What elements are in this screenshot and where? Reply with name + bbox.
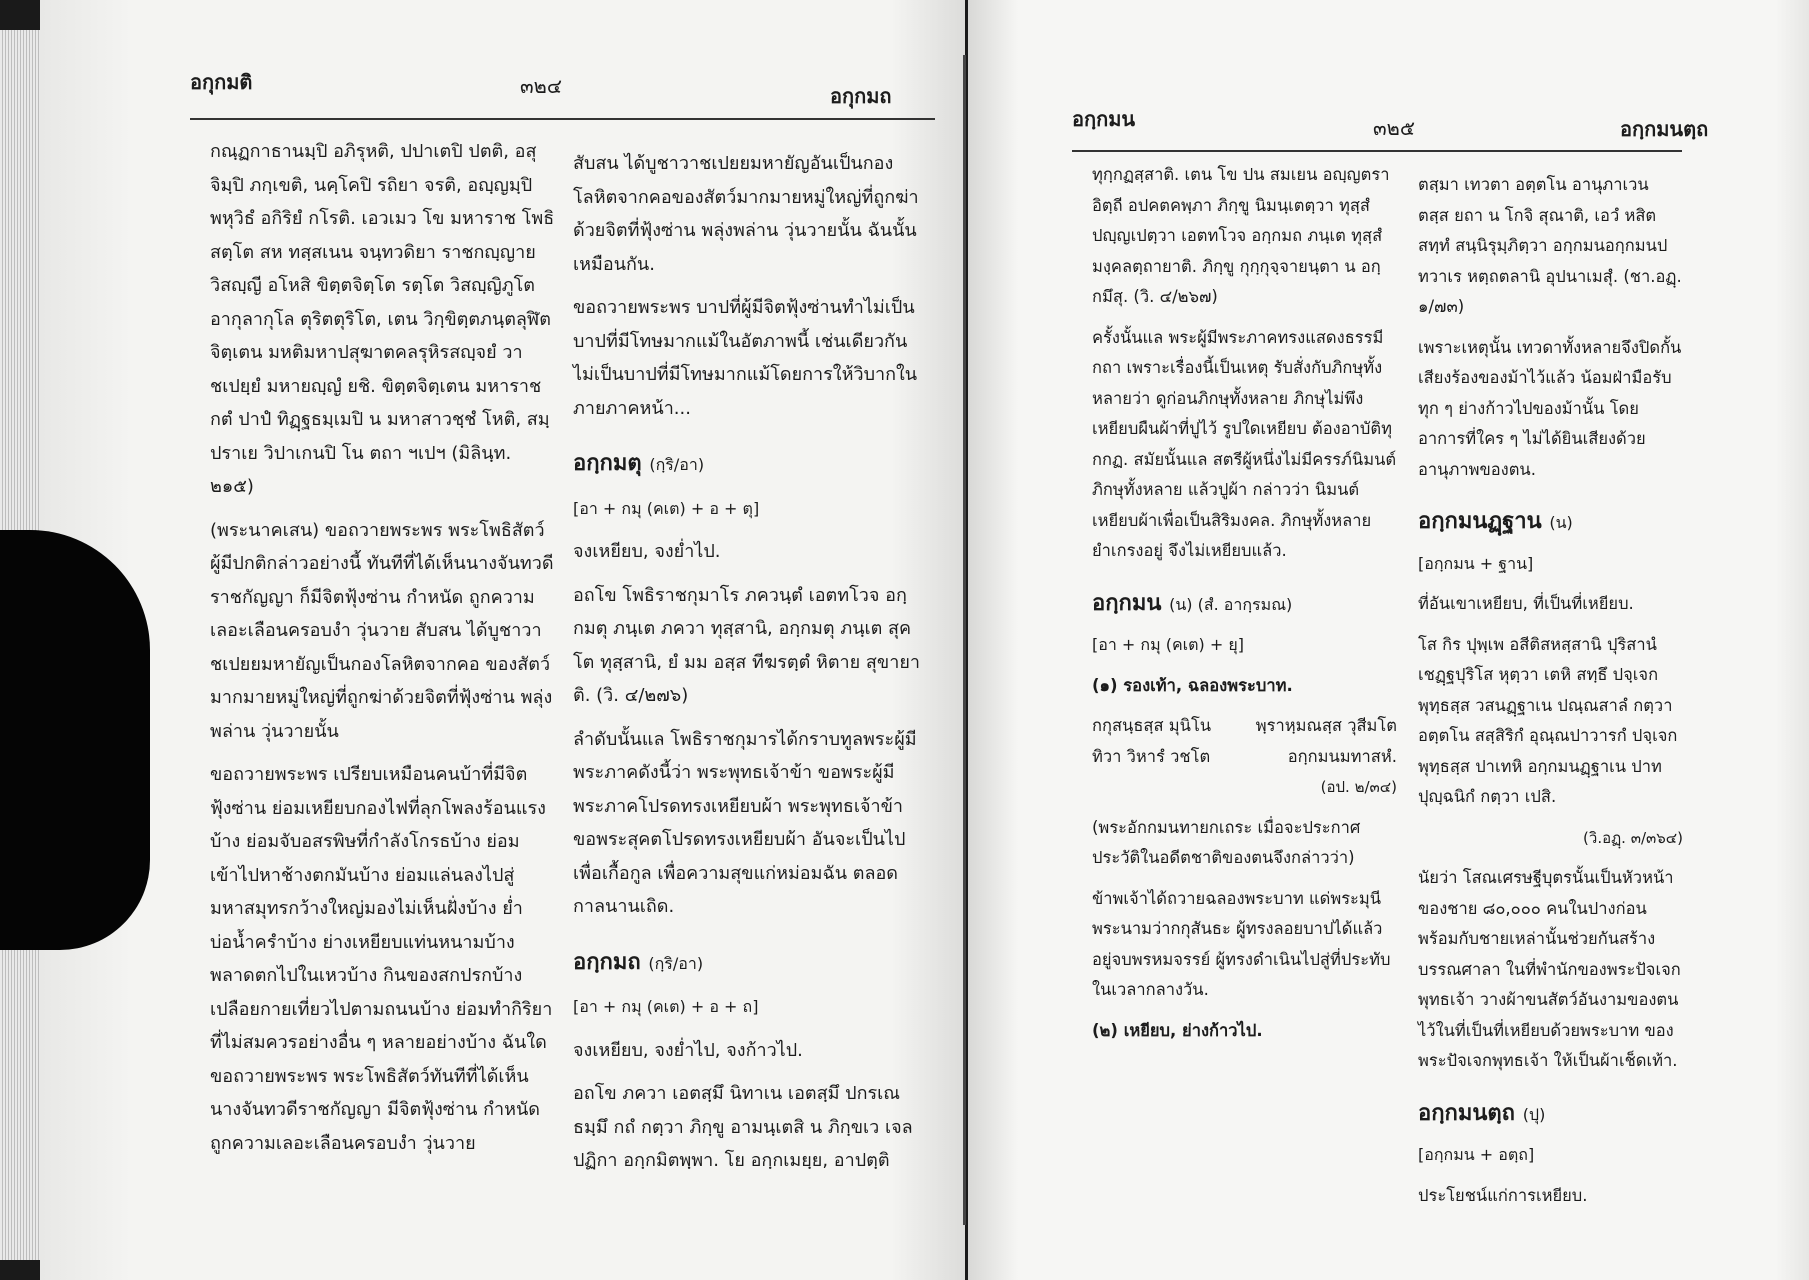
running-head-left: อกุกมติ	[190, 70, 253, 94]
paragraph: กณฺฏกาธานมฺปิ อภิรุหติ, ปปาเตปิ ปตติ, อสุจิมฺปิ ภกฺเขติ, นคฺโคปิ รถิยา จรติ, อญฺญมฺปิ พหุวิธํ อกิริยํ กโรติ. เอวเมว โข มหาราช โพธิสตฺโต สห ทสฺสเนน จนฺทวดิยา ราชกญฺญาย วิสญฺญี อโหสิ ขิตฺตจิตฺโต รตฺโต วิสญฺญิภูโต อากุลากุโล ตุริตตุริโต, เตน วิกฺขิตฺตภนฺตลุฬิตจิตฺเตน มหติมหาปสุฆาตคลรุหิรสญฺจยํ วาชเปยฺยํ มหายญฺญํ ยชิ. ขิตฺตจิตฺเตน มหาราช กตํ ปาปํ ทิฏฺฐธมฺเมปิ น มหาสาวชฺชํ โหติ, สมฺปราเย วิปาเกนปิ โน ตถา ฯเปฯ (มิลินฺท. ๒๑๕)	[210, 141, 555, 497]
book-gutter	[963, 55, 966, 1225]
page-number: ๓๒๕	[1373, 116, 1415, 140]
headword: อกฺกมนฏฺฐาน	[1418, 509, 1542, 534]
pali-quote: อถโข โพธิราชกุมาโร ภควนฺตํ เอตทโวจ อกฺกมตุ ภนฺเต ภควา ทุสฺสานิ, อกฺกมตุ ภนฺเต สุคโต ทุสฺสานิ, ยํ มม อสฺส ทีฆรตฺตํ หิตาย สุขายาติ. (วิ. ๔/๒๗๖)	[573, 584, 920, 706]
right-column-1	[1092, 160, 1397, 1056]
verse-text: พฺราหฺมณสฺส วุสีมโต	[1255, 716, 1397, 735]
headword-entry	[573, 447, 923, 482]
verse-line	[1092, 742, 1397, 773]
headword: อกฺกมถ	[573, 949, 641, 975]
grammar-tag: (น)	[1549, 513, 1573, 532]
note: (พระอักกมนทายกเถระ เมื่อจะประกาศประวัติในอดีตชาติของตนจึงกล่าวว่า)	[1092, 817, 1361, 867]
headword-entry	[1418, 507, 1683, 539]
headword: อกฺกมน	[1092, 590, 1162, 616]
running-head-right: อกฺกมนตฺถ	[1620, 117, 1709, 141]
left-column-2	[573, 147, 923, 1188]
verse-text: อกฺกมนมทาสหํ.	[1287, 746, 1397, 766]
page-number: ๓๒๔	[520, 74, 562, 98]
paragraph: สับสน ได้บูชาวาชเปยยมหายัญอันเป็นกองโลหิตจากคอของสัตว์มากมายหมู่ใหญ่ที่ถูกฆ่าด้วยจิตที่ฟุ้งซ่าน พลุ่งพล่าน วุ่นวายนั้น ฉันนั้นเหมือนกัน.	[573, 153, 919, 275]
verse-line	[1092, 711, 1397, 742]
etymology: [อกฺกมน + ฐาน]	[1418, 553, 1534, 573]
paragraph: (พระนาคเสน) ขอถวายพระพร พระโพธิสัตว์ผู้มีปกติกล่าวอย่างนี้ ทันทีที่ได้เห็นนางจันทวดีราชกัญญา ก็มีจิตฟุ้งซ่าน กำหนัด ถูกความเลอะเลือนครอบงำ วุ่นวาย สับสน ได้บูชาวาชเปยยมหายัญเป็นกองโลหิตจากคอ ของสัตว์มากมายหมู่ใหญ่ที่ถูกฆ่าด้วยจิตที่ฟุ้งซ่าน พลุ่งพล่าน วุ่นวายนั้น	[210, 519, 554, 742]
citation: (วิ.อฏฺ. ๓/๓๖๔)	[1583, 828, 1683, 847]
etymology: [อา + กมุ (คเต) + ยุ]	[1092, 635, 1244, 654]
thai-translation: นัยว่า โสณเศรษฐีบุตรนั้นเป็นหัวหน้าของชาย ๘๐,๐๐๐ คนในปางก่อน พร้อมกับชายเหล่านั้นช่วยกันสร้างบรรณศาลา ในที่พำนักของพระปัจเจกพุทธเจ้า วางผ้าขนสัตว์อันงามของตนไว้ในที่เป็นที่เหยียบด้วยพระบาท ของพระปัจเจกพุทธเจ้า ให้เป็นผ้าเช็ดเท้า.	[1418, 868, 1681, 1070]
verse-text: ทิวา วิหารํ วชโต	[1092, 746, 1211, 766]
definition: ที่อันเขาเหยียบ, ที่เป็นที่เหยียบ.	[1418, 594, 1634, 613]
verse-text: กกุสนฺธสฺส มุนิโน	[1092, 716, 1212, 735]
headword: อกฺกมตุ	[573, 451, 642, 476]
grammar-tag: (น) (สํ. อากฺรมณ)	[1169, 594, 1293, 614]
paragraph: ขอถวายพระพร เปรียบเหมือนคนบ้าที่มีจิตฟุ้งซ่าน ย่อมเหยียบกองไฟที่ลุกโพลงร้อนแรงบ้าง ย่อมจับอสรพิษที่กำลังโกรธบ้าง ย่อมเข้าไปหาช้างตกมันบ้าง ย่อมแล่นลงไปสู่มหาสมุทรกว้างใหญ่มองไม่เห็นฝั่งบ้าง ย่ำบ่อน้ำครำบ้าง ย่างเหยียบแท่นหนามบ้าง พลาดตกไปในเหวบ้าง กินของสกปรกบ้าง เปลือยกายเที่ยวไปตามถนนบ้าง ย่อมทำกิริยาที่ไม่สมควรอย่างอื่น ๆ หลายอย่างบ้าง ฉันใด ขอถวายพระพร พระโพธิสัตว์ทันทีที่ได้เห็นนางจันทวดีราชกัญญา มีจิตฟุ้งซ่าน กำหนัด ถูกความเลอะเลือนครอบงำ วุ่นวาย	[210, 764, 553, 1154]
etymology: [อา + กมุ (คเต) + อ + ตุ]	[573, 498, 760, 518]
etymology: [อกฺกมน + อตฺถ]	[1418, 1145, 1535, 1164]
definition: จงเหยียบ, จงย่ำไป.	[573, 541, 721, 562]
running-head-left: อกฺกมน	[1072, 107, 1136, 131]
running-head-right: อกุกมถ	[830, 84, 892, 108]
grammar-tag: (กฺริ/อา)	[648, 953, 704, 973]
definition: ประโยชน์แก่การเหยียบ.	[1418, 1185, 1588, 1205]
headword-entry	[1418, 1099, 1683, 1131]
citation: (อป. ๒/๓๔)	[1320, 778, 1397, 796]
right-column-2	[1418, 170, 1683, 1221]
header-rule	[1072, 150, 1682, 152]
left-page	[40, 0, 965, 1280]
right-page	[968, 0, 1809, 1280]
thai-translation: ลำดับนั้นแล โพธิราชกุมารได้กราบทูลพระผู้มีพระภาคดังนี้ว่า พระพุทธเจ้าข้า ขอพระผู้มีพระภาคโปรดทรงเหยียบผ้า พระพุทธเจ้าข้า ขอพระสุคตโปรดทรงเหยียบผ้า อันจะเป็นไปเพื่อเกื้อกูล เพื่อความสุขแก่หม่อมฉัน ตลอดกาลนานเถิด.	[573, 728, 917, 917]
grammar-tag: (ปุ)	[1522, 1104, 1546, 1124]
paragraph: เพราะเหตุนั้น เทวดาทั้งหลายจึงปิดกั้นเสียงร้องของม้าไว้แล้ว น้อมฝ่ามือรับทุก ๆ ย่างก้าวไปของม้านั้น โดยอาการที่ใคร ๆ ไม่ได้ยินเสียงด้วยอานุภาพของตน.	[1418, 337, 1682, 479]
etymology: [อา + กมุ (คเต) + อ + ถ]	[573, 997, 759, 1016]
headword-entry	[573, 946, 923, 981]
grammar-tag: (กฺริ/อา)	[649, 455, 705, 474]
paragraph: ทุกฺกฏสฺสาติ. เตน โข ปน สมเยน อญฺญตรา อิตฺถี อปคตคพฺภา ภิกฺขู นิมนฺเตตฺวา ทุสฺสํ ปญฺญเปตฺวา เอตทโวจ อกฺกมถ ภนฺเต ทุสฺสํ มงฺคลตฺถายาติ. ภิกฺขู กุกฺกุจฺจายนฺตา น อกฺกมึสุ. (วิ. ๔/๒๖๗)	[1092, 165, 1390, 306]
pali-quote: โส กิร ปุพฺเพ อสีติสหสฺสานิ ปุริสานํ เชฏฺฐปุริโส หุตฺวา เตหิ สทฺธึ ปจฺเจกพุทฺธสฺส วสนฏฺฐาเน ปณฺณสาลํ กตฺวา อตฺตโน สสฺสิริกํ อุณฺณปาวารกํ ปจฺเจกพุทฺธสฺส ปาเทหิ อกฺกมนฏฺฐาเน ปาทปุญฺฉนิกํ กตฺวา เปสิ.	[1418, 634, 1678, 806]
sense-1: (๑) รองเท้า, ฉลองพระบาท.	[1092, 675, 1293, 695]
definition: จงเหยียบ, จงย่ำไป, จงก้าวไป.	[573, 1039, 803, 1061]
paragraph: ขอถวายพระพร บาปที่ผู้มีจิตฟุ้งซ่านทำไม่เป็นบาปที่มีโทษมากแม้ในอัตภาพนี้ เช่นเดียวกัน ไม่เป็นบาปที่มีโทษมากแม้โดยการให้วิบากในภายภาคหน้า...	[573, 297, 918, 419]
headword-entry	[1092, 589, 1397, 621]
pali-quote: อถโข ภควา เอตสฺมึ นิทาเน เอตสฺมึ ปกรเณ ธมฺมึ กถํ กตฺวา ภิกฺขู อามนฺเตสิ น ภิกฺขเว เจลปฏิกา อกฺกมิตพฺพา. โย อกฺกเมยฺย, อาปตฺติ	[573, 1083, 913, 1171]
thumb-shadow	[0, 530, 150, 950]
sense-2: (๒) เหยียบ, ย่างก้าวไป.	[1092, 1020, 1263, 1040]
paragraph: ตสฺมา เทวตา อตฺตโน อานุภาเวน ตสฺส ยถา น โกจิ สุณาติ, เอวํ หสิตสทฺทํ สนฺนิรุมฺภิตฺวา อกฺกมนอกฺกมนปทวาเร หตฺถตลานิ อุปนาเมสุํ. (ชา.อฏฺ. ๑/๗๓)	[1418, 175, 1682, 316]
thai-translation: ข้าพเจ้าได้ถวายฉลองพระบาท แด่พระมุนีพระนามว่ากกุสันธะ ผู้ทรงลอยบาปได้แล้ว อยู่จบพรหมจรรย์ ผู้ทรงดำเนินไปสู่ที่ประทับในเวลากลางวัน.	[1092, 888, 1391, 999]
paragraph: ครั้งนั้นแล พระผู้มีพระภาคทรงแสดงธรรมีกถา เพราะเรื่องนี้เป็นเหตุ รับสั่งกับภิกษุทั้งหลายว่า ดูก่อนภิกษุทั้งหลาย ภิกษุไม่พึงเหยียบผืนผ้าที่ปูไว้ รูปใดเหยียบ ต้องอาบัติทุกกฏ. สมัยนั้นแล สตรีผู้หนึ่งไม่มีครรภ์นิมนต์ภิกษุทั้งหลาย แล้วปูผ้า กล่าวว่า นิมนต์เหยียบผ้าเพื่อเป็นสิริมงคล. ภิกษุทั้งหลายยำเกรงอยู่ จึงไม่เหยียบแล้ว.	[1092, 327, 1397, 560]
headword: อกฺกมนตฺถ	[1418, 1100, 1516, 1126]
left-column-1	[210, 135, 555, 1170]
header-rule	[190, 118, 935, 120]
